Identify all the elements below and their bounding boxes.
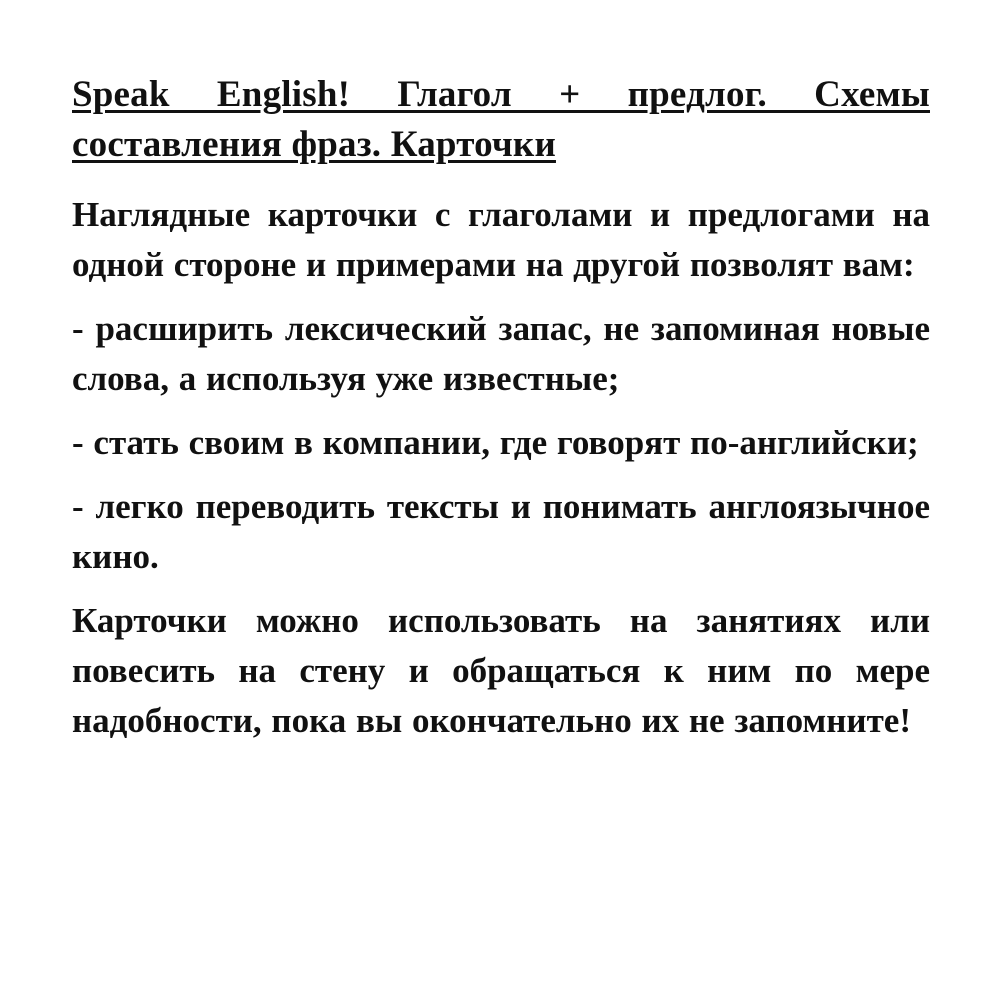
bullet-item-translate: - легко переводить тексты и понимать англоязычное кино.	[72, 487, 930, 576]
outro-paragraph: Карточки можно использовать на занятиях или повесить на стену и обращаться к ним по мере надобности, пока вы окончательно их не запомните!	[72, 601, 930, 740]
bullet-item-vocabulary: - расширить лексический запас, не запоминая новые слова, а используя уже известные;	[72, 309, 930, 398]
document-title: Speak English! Глагол + предлог. Схемы составления фраз. Карточки	[72, 74, 930, 165]
intro-paragraph: Наглядные карточки с глаголами и предлогами на одной стороне и примерами на другой позволят вам:	[72, 195, 930, 284]
bullet-item-company: - стать своим в компании, где говорят по-английски;	[72, 423, 919, 462]
